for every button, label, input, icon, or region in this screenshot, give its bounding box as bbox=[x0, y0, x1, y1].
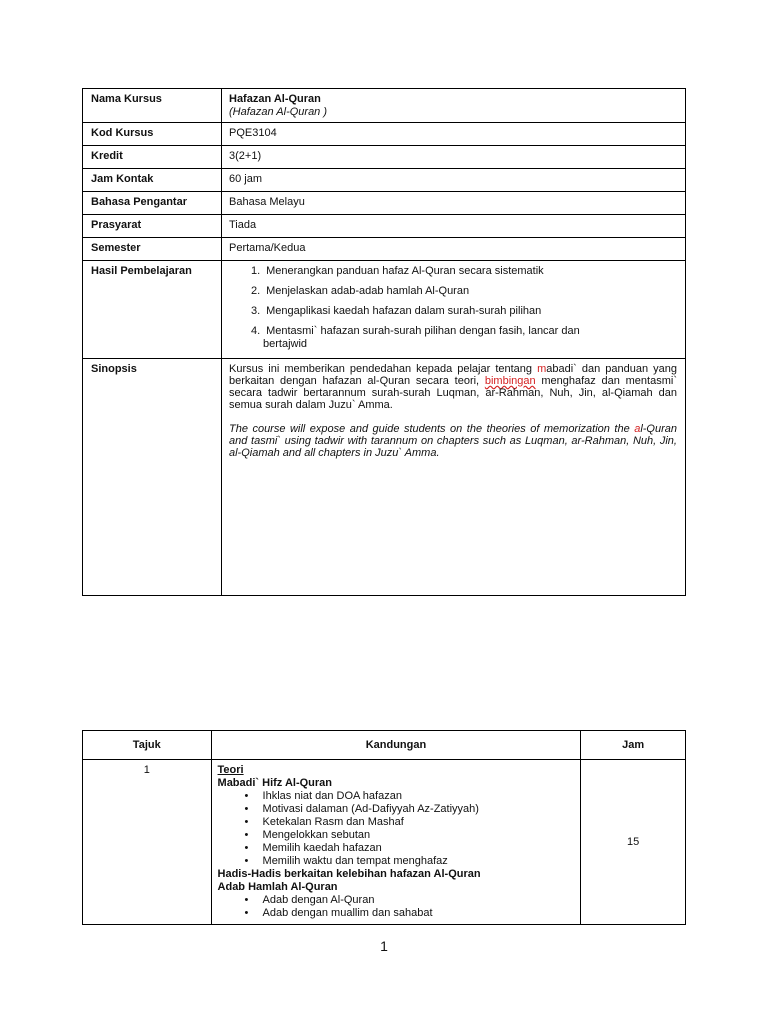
value-bahasa-pengantar: Bahasa Melayu bbox=[222, 192, 686, 215]
outcome-text: Menjelaskan adab-adab hamlah Al-Quran bbox=[266, 285, 470, 297]
value-kredit: 3(2+1) bbox=[222, 146, 686, 169]
heading-adab: Adab Hamlah Al-Quran bbox=[217, 881, 338, 893]
learning-outcome-item bbox=[251, 265, 677, 278]
label-sinopsis: Sinopsis bbox=[83, 359, 222, 596]
synopsis-english bbox=[229, 423, 677, 459]
value-nama-kursus bbox=[222, 89, 686, 123]
label-semester: Semester bbox=[83, 238, 222, 261]
outcome-number: 1. bbox=[251, 265, 261, 277]
row-hasil-pembelajaran bbox=[83, 261, 686, 359]
value-jam-kontak: 60 jam bbox=[222, 169, 686, 192]
label-hasil-pembelajaran: Hasil Pembelajaran bbox=[83, 261, 222, 359]
table-row bbox=[83, 760, 686, 925]
row-kod-kursus bbox=[83, 123, 686, 146]
list-item: • Memilih kaedah hafazan bbox=[218, 842, 577, 855]
value-kod-kursus: PQE3104 bbox=[222, 123, 686, 146]
value-hasil-pembelajaran bbox=[222, 261, 686, 359]
heading-teori: Teori bbox=[217, 764, 244, 776]
list-item: • Adab dengan muallim dan sahabat bbox=[218, 907, 577, 920]
outcome-text: Mentasmi` hafazan surah-surah pilihan dengan fasih, lancar dan bbox=[266, 325, 580, 337]
content-table-header bbox=[83, 731, 686, 760]
label-nama-kursus: Nama Kursus bbox=[83, 89, 222, 123]
label-bahasa-pengantar: Bahasa Pengantar bbox=[83, 192, 222, 215]
row-semester bbox=[83, 238, 686, 261]
header-tajuk: Tajuk bbox=[83, 731, 212, 760]
outcome-text-continuation: bertajwid bbox=[263, 338, 308, 350]
row-jam-kontak bbox=[83, 169, 686, 192]
synopsis-malay-highlight: m bbox=[537, 363, 547, 375]
value-semester: Pertama/Kedua bbox=[222, 238, 686, 261]
row-kredit bbox=[83, 146, 686, 169]
label-kredit: Kredit bbox=[83, 146, 222, 169]
learning-outcome-item bbox=[251, 325, 677, 351]
row-sinopsis bbox=[83, 359, 686, 596]
course-title: Hafazan Al-Quran bbox=[229, 93, 321, 105]
adab-list bbox=[218, 894, 577, 920]
row-prasyarat bbox=[83, 215, 686, 238]
course-info-table bbox=[82, 88, 686, 596]
label-jam-kontak: Jam Kontak bbox=[83, 169, 222, 192]
list-item: • Mengelokkan sebutan bbox=[218, 829, 577, 842]
list-item: • Memilih waktu dan tempat menghafaz bbox=[218, 855, 577, 868]
row-nama-kursus bbox=[83, 89, 686, 123]
jam-value: 15 bbox=[581, 760, 686, 925]
label-kod-kursus: Kod Kursus bbox=[83, 123, 222, 146]
learning-outcome-item bbox=[251, 285, 677, 298]
heading-mabadi: Mabadi` Hifz Al-Quran bbox=[217, 777, 333, 789]
header-jam: Jam bbox=[581, 731, 686, 760]
header-kandungan: Kandungan bbox=[211, 731, 581, 760]
list-item: • Ketekalan Rasm dan Mashaf bbox=[218, 816, 577, 829]
page-number: 1 bbox=[380, 938, 388, 954]
tajuk-number: 1 bbox=[83, 760, 212, 925]
list-item: • Motivasi dalaman (Ad-Dafiyyah Az-Zatiyyah) bbox=[218, 803, 577, 816]
outcome-text: Mengaplikasi kaedah hafazan dalam surah-surah pilihan bbox=[266, 305, 542, 317]
outcome-number: 3. bbox=[251, 305, 261, 317]
synopsis-malay-text: menghafaz dan mentasmi` secara tadwir bertarannum surah-surah Luqman, ar-Rahman, Nuh, Jin, al-Qiamah dan semua surah dalam Juzu` Amma. bbox=[229, 375, 677, 411]
synopsis-english-text: l-Quran and tasmi` using tadwir with tarannum on chapters such as Luqman, ar-Rahman, Nuh, Jin, al-Qiamah and all chapters in Juzu` Amma. bbox=[229, 423, 677, 459]
learning-outcomes-list bbox=[229, 265, 677, 351]
outcome-number: 4. bbox=[251, 325, 261, 337]
value-sinopsis bbox=[222, 359, 686, 596]
value-prasyarat: Tiada bbox=[222, 215, 686, 238]
synopsis-malay-text: abadi` dan panduan yang berkaitan dengan hafazan al-Quran secara teori, bbox=[229, 363, 677, 387]
label-prasyarat: Prasyarat bbox=[83, 215, 222, 238]
row-bahasa-pengantar bbox=[83, 192, 686, 215]
list-item: • Adab dengan Al-Quran bbox=[218, 894, 577, 907]
outcome-text: Menerangkan panduan hafaz Al-Quran secara sistematik bbox=[266, 265, 544, 277]
list-item: • Ihklas niat dan DOA hafazan bbox=[218, 790, 577, 803]
synopsis-malay-text: Kursus ini memberikan pendedahan kepada pelajar tentang bbox=[229, 363, 538, 375]
learning-outcome-item bbox=[251, 305, 677, 318]
synopsis-malay-spellcheck-word: bimbingan bbox=[484, 375, 536, 387]
course-subtitle: (Hafazan Al-Quran ) bbox=[229, 106, 328, 118]
kandungan-cell bbox=[211, 760, 581, 925]
outcome-number: 2. bbox=[251, 285, 261, 297]
synopsis-malay bbox=[229, 363, 677, 411]
course-content-table bbox=[82, 730, 686, 925]
mabadi-list bbox=[218, 790, 577, 868]
heading-hadis: Hadis-Hadis berkaitan kelebihan hafazan Al-Quran bbox=[217, 868, 481, 880]
synopsis-english-text: The course will expose and guide students on the theories of memorization the bbox=[229, 423, 635, 435]
synopsis-english-highlight: a bbox=[634, 423, 641, 435]
